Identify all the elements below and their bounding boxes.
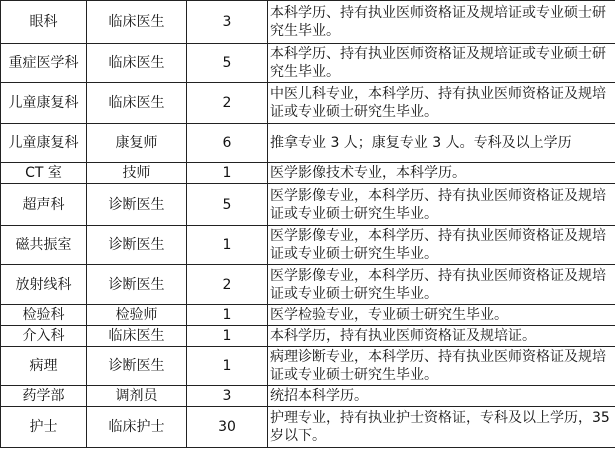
requirement-cell: 医学影像技术专业，本科学历。 xyxy=(268,163,615,184)
headcount-cell: 3 xyxy=(187,1,268,44)
department-cell: 药学部 xyxy=(1,386,87,407)
headcount-cell: 1 xyxy=(187,226,268,265)
requirement-cell: 本科学历、持有执业医师资格证及规培证或专业硕士研究生毕业。 xyxy=(268,1,615,44)
table-row xyxy=(1,163,615,184)
requirement-cell: 本科学历，持有执业医师资格证及规培证。 xyxy=(268,326,615,347)
position-cell: 临床护士 xyxy=(87,407,187,448)
requirement-cell: 医学影像专业，本科学历、持有执业医师资格证及规培证或专业硕士研究生毕业。 xyxy=(268,184,615,226)
position-cell: 临床医生 xyxy=(87,1,187,44)
position-cell: 诊断医生 xyxy=(87,265,187,305)
headcount-cell: 3 xyxy=(187,386,268,407)
requirement-cell: 医学影像专业，本科学历、持有执业医师资格证及规培证或专业硕士研究生毕业。 xyxy=(268,226,615,265)
headcount-cell: 1 xyxy=(187,305,268,326)
table-row xyxy=(1,407,615,448)
table-row xyxy=(1,326,615,347)
table-row xyxy=(1,1,615,44)
table-row xyxy=(1,184,615,226)
headcount-cell: 1 xyxy=(187,326,268,347)
position-cell: 康复师 xyxy=(87,124,187,163)
department-cell: 介入科 xyxy=(1,326,87,347)
headcount-cell: 2 xyxy=(187,265,268,305)
requirement-cell: 推拿专业 3 人；康复专业 3 人。专科及以上学历 xyxy=(268,124,615,163)
position-cell: 诊断医生 xyxy=(87,184,187,226)
headcount-cell: 1 xyxy=(187,163,268,184)
department-cell: 护士 xyxy=(1,407,87,448)
table-row xyxy=(1,386,615,407)
requirement-cell: 病理诊断专业，本科学历、持有执业医师资格证及规培证或专业硕士研究生毕业。 xyxy=(268,347,615,386)
department-cell: 眼科 xyxy=(1,1,87,44)
requirement-cell: 医学检验专业，专业硕士研究生毕业。 xyxy=(268,305,615,326)
table-row xyxy=(1,44,615,83)
department-cell: 磁共振室 xyxy=(1,226,87,265)
requirement-cell: 中医儿科专业，本科学历、持有执业医师资格证及规培证或专业硕士研究生毕业。 xyxy=(268,83,615,124)
department-cell: 检验科 xyxy=(1,305,87,326)
department-cell: 病理 xyxy=(1,347,87,386)
table-row xyxy=(1,347,615,386)
position-cell: 诊断医生 xyxy=(87,226,187,265)
table-row xyxy=(1,124,615,163)
position-cell: 检验师 xyxy=(87,305,187,326)
position-cell: 诊断医生 xyxy=(87,347,187,386)
department-cell: 重症医学科 xyxy=(1,44,87,83)
position-cell: 临床医生 xyxy=(87,44,187,83)
department-cell: 儿童康复科 xyxy=(1,83,87,124)
position-cell: 临床医生 xyxy=(87,326,187,347)
headcount-cell: 2 xyxy=(187,83,268,124)
department-cell: 儿童康复科 xyxy=(1,124,87,163)
headcount-cell: 5 xyxy=(187,184,268,226)
requirement-cell: 医学影像专业，本科学历、持有执业医师资格证及规培证或专业硕士研究生毕业。 xyxy=(268,265,615,305)
requirement-cell: 护理专业，持有执业护士资格证，专科及以上学历，35 岁以下。 xyxy=(268,407,615,448)
requirement-cell: 本科学历、持有执业医师资格证及规培证或专业硕士研究生毕业。 xyxy=(268,44,615,83)
headcount-cell: 30 xyxy=(187,407,268,448)
department-cell: CT 室 xyxy=(1,163,87,184)
headcount-cell: 1 xyxy=(187,347,268,386)
position-cell: 调剂员 xyxy=(87,386,187,407)
requirement-cell: 统招本科学历。 xyxy=(268,386,615,407)
headcount-cell: 6 xyxy=(187,124,268,163)
table-body xyxy=(1,1,615,448)
table-row xyxy=(1,83,615,124)
department-cell: 超声科 xyxy=(1,184,87,226)
headcount-cell: 5 xyxy=(187,44,268,83)
table-row xyxy=(1,305,615,326)
position-cell: 技师 xyxy=(87,163,187,184)
department-cell: 放射线科 xyxy=(1,265,87,305)
table-row xyxy=(1,265,615,305)
position-cell: 临床医生 xyxy=(87,83,187,124)
table-row xyxy=(1,226,615,265)
